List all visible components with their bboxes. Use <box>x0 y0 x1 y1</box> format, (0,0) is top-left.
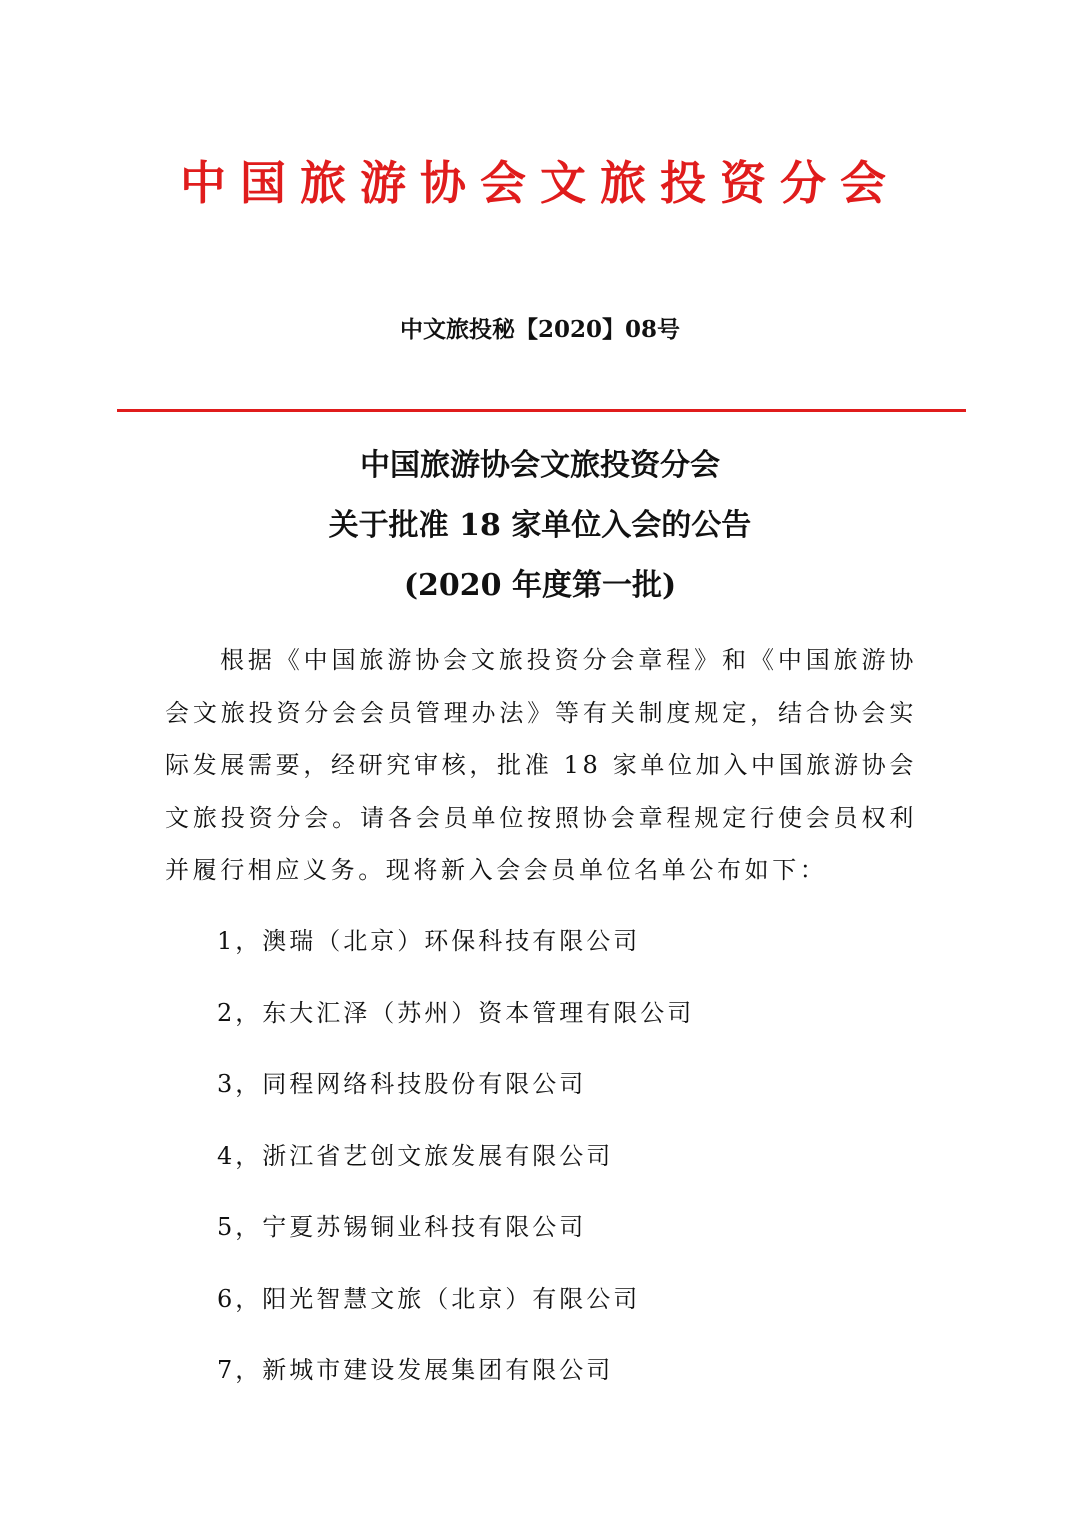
member-item: 3，同程网络科技股份有限公司 <box>217 1070 587 1098</box>
announcement-title <box>0 436 1080 616</box>
member-item: 1，澳瑞（北京）环保科技有限公司 <box>217 927 641 955</box>
member-item: 5，宁夏苏锡铜业科技有限公司 <box>217 1213 587 1241</box>
member-item: 7，新城市建设发展集团有限公司 <box>217 1356 614 1384</box>
title-line-2: 关于批准 18 家单位入会的公告 <box>328 508 752 543</box>
body-paragraph: 根据《中国旅游协会文旅投资分会章程》和《中国旅游协会文旅投资分会会员管理办法》等有关制度规定，结合协会实际发展需要，经研究审核，批准 18 家单位加入中国旅游协会文旅投资分会。请各会员单位按照协会章程规定行使会员权利并履行相应义务。现将新入会会员单位名单公布如下： <box>165 646 917 884</box>
organization-header: 中国旅游协会文旅投资分会 <box>180 156 900 210</box>
title-line-1: 中国旅游协会文旅投资分会 <box>360 448 720 483</box>
member-item: 4，浙江省艺创文旅发展有限公司 <box>217 1141 614 1170</box>
member-list <box>217 914 694 1415</box>
member-item: 2，东大汇泽（苏州）资本管理有限公司 <box>217 998 695 1027</box>
member-item: 6，阳光智慧文旅（北京）有限公司 <box>217 1284 641 1313</box>
document-number: 中文旅投秘【2020】08号 <box>399 316 681 343</box>
red-divider-line <box>117 409 966 412</box>
title-line-3: (2020 年度第一批) <box>403 568 677 603</box>
